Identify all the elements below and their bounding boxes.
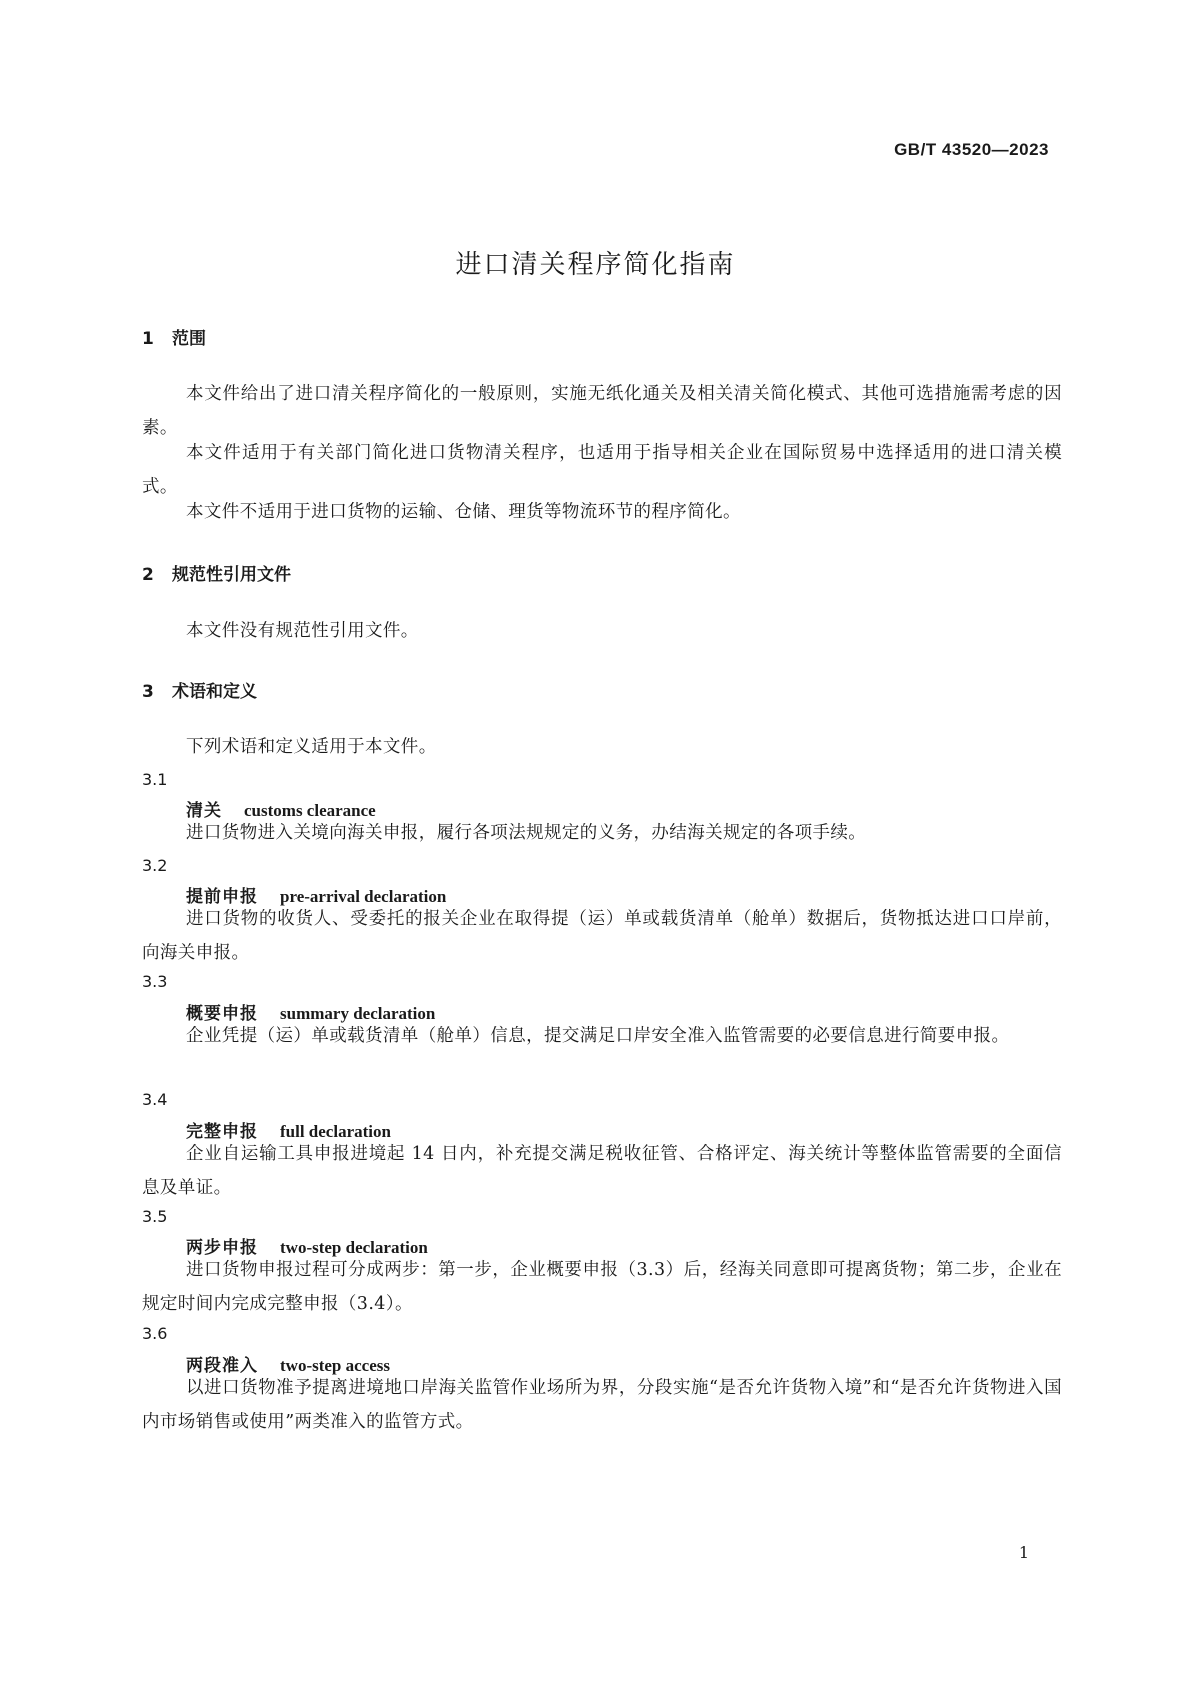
term-en: two-step declaration xyxy=(280,1238,428,1257)
section-heading-1 xyxy=(142,324,206,349)
term-number: 3.5 xyxy=(142,1207,168,1226)
section-number: 3 xyxy=(142,682,154,702)
terms-intro-paragraph: 下列术语和定义适用于本文件。 xyxy=(186,737,437,757)
term-zh: 提前申报 xyxy=(186,887,258,907)
term-definition: 进口货物的收货人、受委托的报关企业在取得提（运）单或载货清单（舱单）数据后，货物抵达进口口岸前，向海关申报。 xyxy=(142,909,1062,963)
term-en: pre-arrival declaration xyxy=(280,887,447,906)
section-heading-2 xyxy=(142,560,291,585)
section-title: 术语和定义 xyxy=(172,682,257,702)
standard-code: GB/T 43520—2023 xyxy=(894,140,1049,159)
document-title: 进口清关程序简化指南 xyxy=(455,250,736,280)
section-heading-3 xyxy=(142,677,257,702)
term-zh: 清关 xyxy=(186,801,222,821)
term-number: 3.3 xyxy=(142,972,168,991)
section-title: 规范性引用文件 xyxy=(172,565,291,585)
scope-paragraph-3: 本文件不适用于进口货物的运输、仓储、理货等物流环节的程序简化。 xyxy=(186,502,741,522)
term-number: 3.1 xyxy=(142,770,168,789)
section-title: 范围 xyxy=(172,329,206,349)
term-definition: 企业自运输工具申报进境起 14 日内，补充提交满足税收征管、合格评定、海关统计等整体监管需要的全面信息及单证。 xyxy=(142,1144,1062,1198)
term-definition: 进口货物进入关境向海关申报，履行各项法规规定的义务，办结海关规定的各项手续。 xyxy=(186,823,867,843)
term-zh: 两段准入 xyxy=(186,1356,258,1376)
page-number: 1 xyxy=(1018,1543,1029,1562)
scope-paragraph-2: 本文件适用于有关部门简化进口货物清关程序，也适用于指导相关企业在国际贸易中选择适用的进口清关模式。 xyxy=(142,443,1062,497)
term-en: full declaration xyxy=(280,1122,391,1141)
scope-paragraph-1: 本文件给出了进口清关程序简化的一般原则，实施无纸化通关及相关清关简化模式、其他可选措施需考虑的因素。 xyxy=(142,384,1062,438)
term-definition: 企业凭提（运）单或载货清单（舱单）信息，提交满足口岸安全准入监管需要的必要信息进行简要申报。 xyxy=(186,1026,1010,1046)
section-number: 2 xyxy=(142,565,154,585)
term-zh: 完整申报 xyxy=(186,1122,258,1142)
section-number: 1 xyxy=(142,329,154,349)
term-number: 3.4 xyxy=(142,1090,168,1109)
term-definition: 进口货物申报过程可分成两步：第一步，企业概要申报（3.3）后，经海关同意即可提离货物；第二步，企业在规定时间内完成完整申报（3.4）。 xyxy=(142,1260,1062,1314)
term-zh: 概要申报 xyxy=(186,1004,258,1024)
term-zh: 两步申报 xyxy=(186,1238,258,1258)
term-definition: 以进口货物准予提离进境地口岸海关监管作业场所为界，分段实施“是否允许货物入境”和“是否允许货物进入国内市场销售或使用”两类准入的监管方式。 xyxy=(142,1378,1062,1432)
term-number: 3.6 xyxy=(142,1324,168,1343)
term-number: 3.2 xyxy=(142,856,168,875)
normative-references-paragraph: 本文件没有规范性引用文件。 xyxy=(186,621,419,641)
term-en: summary declaration xyxy=(280,1004,436,1023)
term-en: two-step access xyxy=(280,1356,390,1375)
term-en: customs clearance xyxy=(244,801,376,820)
